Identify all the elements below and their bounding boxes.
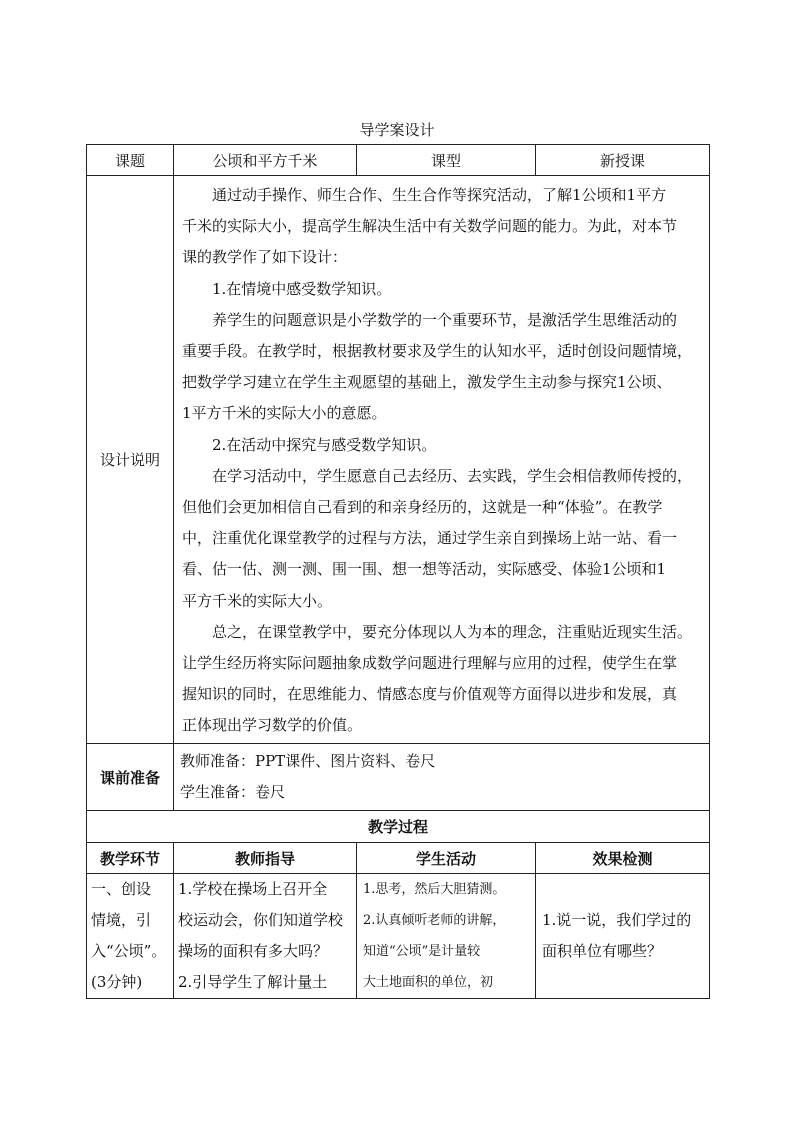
student-line: 大土地面积的单位，初 — [363, 975, 494, 990]
header-row — [87, 145, 710, 176]
topic-value: 公顷和平方千米 — [174, 145, 357, 176]
stage-line: (3分钟) — [91, 973, 143, 991]
design-line: 养学生的问题意识是小学数学的一个重要环节，是激活学生思维活动的 — [212, 310, 678, 329]
type-value: 新授课 — [536, 145, 710, 176]
topic-label: 课题 — [87, 145, 174, 176]
student-line: 2.认真倾听老师的讲解， — [363, 913, 506, 928]
design-line: 通过动手操作、师生合作、生生合作等探究活动，了解1公顷和1平方 — [212, 186, 667, 204]
teacher-line: 1.学校在操场上召开全 — [178, 880, 328, 898]
column-header-stage: 教学环节 — [87, 843, 174, 874]
effect-check-cell — [536, 874, 710, 999]
design-line: 让学生经历将实际问题抽象成数学问题进行理解与应用的过程，使学生在掌 — [182, 654, 678, 673]
check-line: 1.说一说，我们学过的 — [542, 911, 692, 929]
design-line: 把数学学习建立在学生主观愿望的基础上，激发学生主动参与探究1公顷、 — [182, 373, 672, 392]
lesson-plan-table — [86, 144, 710, 999]
process-header-row — [87, 843, 710, 874]
column-header-teacher: 教师指导 — [174, 843, 357, 874]
design-row — [87, 176, 710, 744]
student-line: 知道“公顷”是计量较 — [363, 944, 481, 959]
stage-line: 入“公顷”。 — [91, 942, 167, 960]
student-activity-cell — [357, 874, 536, 999]
design-subheading: 2.在活动中探究与感受数学知识。 — [212, 435, 437, 454]
design-line: 平方千米的实际大小。 — [182, 591, 333, 610]
design-line: 在学习活动中，学生愿意自己去经历、去实践，学生会相信教师传授的， — [212, 466, 693, 485]
process-title-row — [87, 811, 710, 843]
prep-content — [174, 744, 710, 811]
design-line: 总之，在课堂教学中，要充分体现以人为本的理念，注重贴近现实生活。 — [212, 622, 693, 641]
design-subheading: 1.在情境中感受数学知识。 — [212, 279, 392, 298]
column-header-check: 效果检测 — [536, 843, 710, 874]
teacher-guidance-cell — [174, 874, 357, 999]
student-prep: 学生准备：卷尺 — [180, 783, 286, 801]
design-line: 千米的实际大小，提高学生解决生活中有关数学问题的能力。为此，对本节 — [182, 217, 678, 236]
design-line: 中，注重优化课堂教学的过程与方法，通过学生亲自到操场上站一站、看一 — [182, 529, 678, 548]
teacher-prep: 教师准备：PPT课件、图片资料、卷尺 — [180, 752, 436, 770]
design-line: 看、估一估、测一测、围一围、想一想等活动，实际感受、体验1公顷和1 — [182, 560, 667, 579]
stage-cell — [87, 874, 174, 999]
stage-line: 一、创设 — [91, 880, 152, 898]
design-line: 握知识的同时，在思维能力、情感态度与价值观等方面得以进步和发展，真 — [182, 685, 678, 704]
design-description — [174, 176, 710, 744]
design-line: 但他们会更加相信自己看到的和亲身经历的，这就是一种“体验”。在教学 — [182, 498, 663, 517]
check-line: 面积单位有哪些？ — [542, 942, 663, 960]
design-line: 正体现出学习数学的价值。 — [182, 716, 363, 735]
stage-line: 情境，引 — [91, 911, 152, 929]
process-row — [87, 874, 710, 999]
teacher-line: 操场的面积有多大吗？ — [178, 942, 329, 960]
design-label: 设计说明 — [87, 176, 174, 744]
teacher-line: 校运动会，你们知道学校 — [178, 911, 344, 929]
design-line: 重要手段。在教学时，根据教材要求及学生的认知水平，适时创设问题情境， — [182, 342, 693, 361]
type-label: 课型 — [357, 145, 536, 176]
prep-label: 课前准备 — [87, 744, 174, 811]
student-line: 1.思考，然后大胆猜测。 — [363, 882, 506, 897]
design-line: 课的教学作了如下设计： — [182, 248, 348, 267]
document-title: 导学案设计 — [359, 121, 435, 139]
column-header-student: 学生活动 — [357, 843, 536, 874]
design-line: 1平方千米的实际大小的意愿。 — [182, 404, 387, 423]
prep-row — [87, 744, 710, 811]
process-title: 教学过程 — [87, 811, 710, 843]
teacher-line: 2.引导学生了解计量土 — [178, 973, 328, 991]
